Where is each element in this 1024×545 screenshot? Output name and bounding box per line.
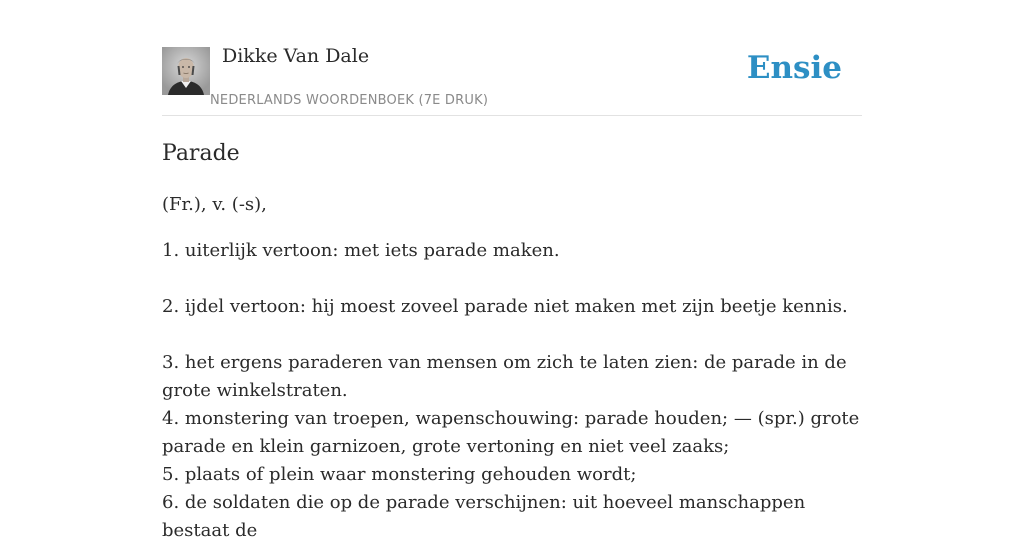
definition-item: 5. plaats of plein waar monstering gehouden wordt; xyxy=(162,464,637,485)
spacer xyxy=(162,321,862,349)
brand-logo-link[interactable]: Ensie xyxy=(746,50,842,86)
entry-content xyxy=(162,116,862,545)
portrait-image xyxy=(162,47,210,95)
definition-list xyxy=(162,237,862,545)
definition-item: 2. ijdel vertoon: hij moest zoveel parade niet maken met zijn beetje kennis. xyxy=(162,296,848,317)
site-header xyxy=(162,0,862,116)
author-avatar[interactable] xyxy=(162,47,210,95)
definition-item: 3. het ergens paraderen van mensen om zich te laten zien: de parade in de grote winkelstraten. xyxy=(162,352,847,401)
source-subtitle[interactable]: NEDERLANDS WOORDENBOEK (7E DRUK) xyxy=(210,93,489,108)
definition-item: 4. monstering van troepen, wapenschouwing: parade houden; — (spr.) grote parade en klein garnizoen, grote vertoning en niet veel zaaks; xyxy=(162,408,860,457)
definition-item: 1. uiterlijk vertoon: met iets parade maken. xyxy=(162,240,560,261)
author-name[interactable]: Dikke Van Dale xyxy=(222,45,370,67)
spacer xyxy=(162,265,862,293)
grammar-info: (Fr.), v. (-s), xyxy=(162,194,267,215)
entry-title: Parade xyxy=(162,141,240,166)
definition-item: 6. de soldaten die op de parade verschijnen: uit hoeveel manschappen bestaat de xyxy=(162,492,806,541)
